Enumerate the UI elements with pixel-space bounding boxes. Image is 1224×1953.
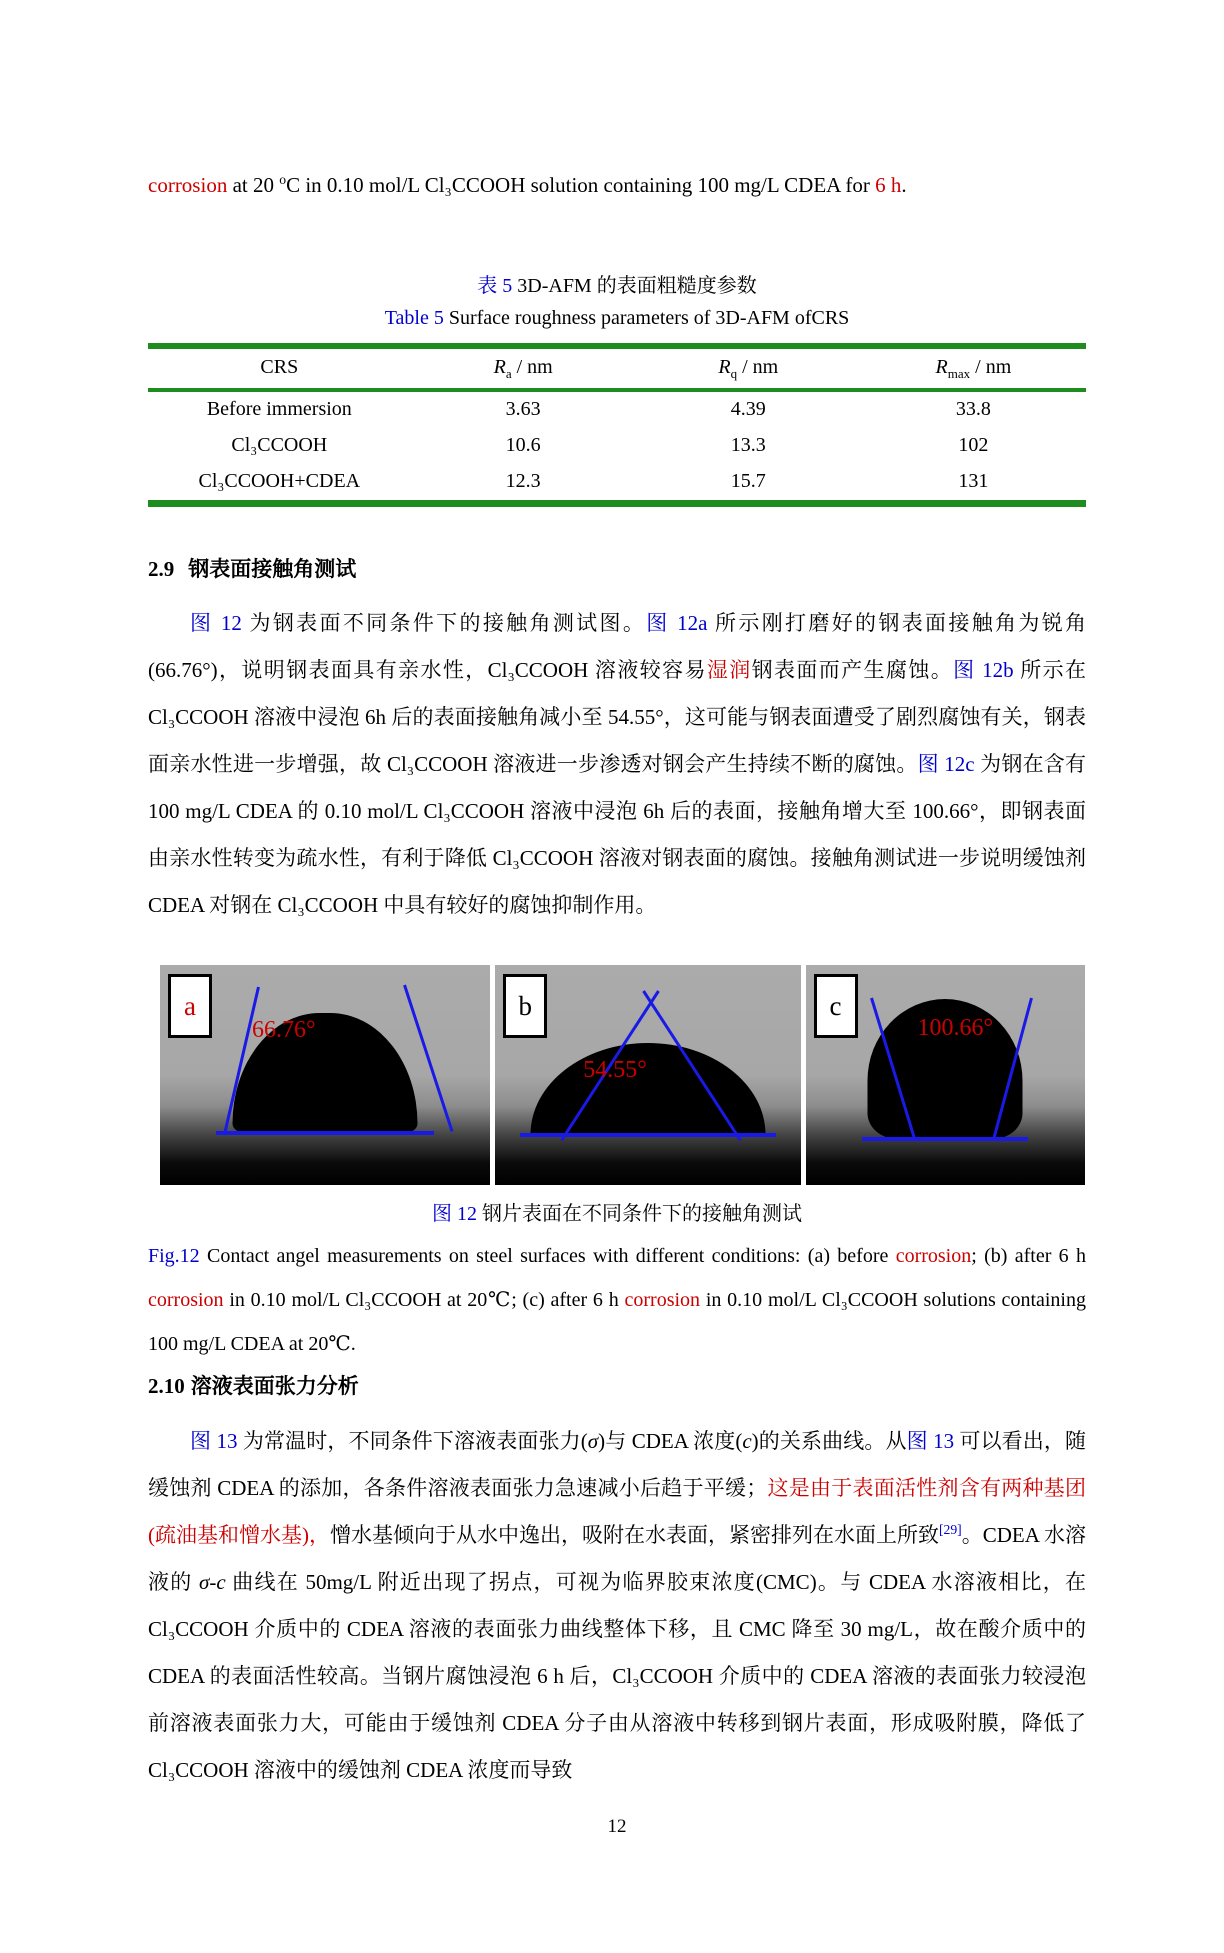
text-segment: 憎水基倾向于从水中逸出，吸附在水表面，紧密排列在水面上所致: [330, 1522, 939, 1547]
text-segment: 钢片表面在不同条件下的接触角测试: [477, 1203, 802, 1226]
ref-link[interactable]: Fig.12: [148, 1245, 200, 1268]
panel-label-box: [503, 974, 547, 1038]
panel-label: c: [829, 990, 842, 1021]
table5-cell-rq: 4.39: [730, 398, 766, 420]
contact-angle-value: 100.66°: [917, 1015, 994, 1042]
table-row: [148, 464, 1086, 504]
ref-link[interactable]: [29]: [939, 1521, 962, 1537]
figure12-caption-cn: [148, 1197, 1086, 1226]
table5-title-cn: [148, 269, 1086, 298]
table5-title-en: [148, 307, 1086, 330]
ref-link[interactable]: 图 13: [190, 1428, 238, 1453]
ref-link[interactable]: Table 5: [384, 307, 444, 329]
text-segment: 这是由于表面活性剂含有两种基团(疏油基和憎水基)，: [148, 1475, 1086, 1547]
text-segment: corrosion: [148, 1289, 224, 1312]
panel-label-box: [168, 974, 212, 1038]
table5-cell-rq: 15.7: [730, 470, 766, 492]
ref-link[interactable]: 图 13: [906, 1428, 955, 1453]
text-segment: 。CDEA 水溶液的: [148, 1522, 1086, 1594]
text-segment: 钢表面而产生腐蚀。: [751, 658, 954, 683]
section-2-9-paragraph: [148, 600, 1086, 929]
text-segment: o: [279, 172, 287, 187]
text-segment: in 0.10 mol/L Cl₃CCOOH solutions containing 100 mg/L CDEA at 20℃.: [148, 1289, 1086, 1356]
table5-cell-name: Cl₃CCOOH+CDEA: [198, 470, 361, 492]
ref-link[interactable]: 图 12c: [917, 752, 975, 777]
table5-header-rmax: $R_{max}$ / nm: [861, 346, 1086, 390]
table5-cell-ra: 10.6: [505, 434, 541, 456]
intro-text: [148, 172, 1086, 199]
table5-roughness-table: [148, 343, 1086, 507]
table5-header-rq: $R_q$ / nm: [636, 346, 861, 390]
text-segment: at 20: [227, 173, 280, 197]
text-segment: corrosion: [895, 1245, 972, 1268]
section-2-10-heading: 2.10 溶液表面张力分析: [148, 1374, 359, 1399]
table5-cell-ra: 12.3: [505, 470, 541, 492]
table-row: [148, 390, 1086, 428]
figure12-caption-en: [148, 1234, 1086, 1366]
table5-cell-rmax: 131: [958, 470, 989, 492]
text-segment: Contact angel measurements on steel surfaces with different conditions: (a) before: [199, 1245, 896, 1268]
text-segment: 所示刚打磨好的钢表面接触角为锐角(66.76°)，说明钢表面具有亲水性，Cl₃CCOOH 溶液较容易: [148, 611, 1087, 683]
ref-link[interactable]: 图 12b: [953, 658, 1014, 683]
figure12-panel-a: [160, 965, 490, 1185]
text-segment: σ: [587, 1428, 599, 1453]
page-content: [148, 0, 1086, 1838]
text-segment: Surface roughness parameters of 3D-AFM ofCRS: [443, 307, 850, 329]
figure12-panel-b: [495, 965, 800, 1185]
text-segment: 3D-AFM 的表面粗糙度参数: [512, 275, 757, 297]
text-segment: ; (b) after 6 h: [971, 1245, 1086, 1268]
table5-cell-rq: 13.3: [730, 434, 766, 456]
table-row: [148, 428, 1086, 464]
text-segment: corrosion: [624, 1289, 701, 1312]
section-2-9-heading: 2.9 钢表面接触角测试: [148, 557, 357, 581]
text-segment: σ-c: [199, 1569, 226, 1594]
ref-link[interactable]: 表 5: [477, 275, 513, 297]
panel-label: a: [184, 990, 196, 1021]
figure12-panel-c: [806, 965, 1085, 1185]
contact-angle-value: 66.76°: [252, 1017, 316, 1044]
text-segment: C in 0.10 mol/L Cl₃CCOOH solution containing 100 mg/L CDEA for: [286, 173, 876, 197]
text-segment: 为钢在含有 100 mg/L CDEA 的 0.10 mol/L Cl₃CCOOH 溶液中浸泡 6h 后的表面，接触角增大至 100.66°，即钢表面由亲水性转变为疏水性，有利于降低 Cl₃CCOOH 溶液对钢表面的腐蚀。接触角测试进一步说明缓蚀剂 CDEA 对钢在 Cl₃CCOOH 中具有较好的腐蚀抑制作用。: [148, 752, 1087, 918]
table5-header-ra: $R_a$ / nm: [411, 346, 636, 390]
text-segment: 曲线在 50mg/L 附近出现了拐点，可视为临界胶束浓度(CMC)。与 CDEA 水溶液相比，在 Cl₃CCOOH 介质中的 CDEA 溶液的表面张力曲线整体下移，且 CMC 降至 30 mg/L，故在酸介质中的 CDEA 的表面活性较高。当钢片腐蚀浸泡 6 h 后，Cl₃CCOOH 介质中的 CDEA 溶液的表面张力较浸泡前溶液表面张力大，可能由于缓蚀剂 CDEA 分子由从溶液中转移到钢片表面，形成吸附膜，降低了 Cl₃CCOOH 溶液中的缓蚀剂 CDEA 浓度而导致: [148, 1569, 1086, 1782]
table5-cell-name: Cl₃CCOOH: [231, 434, 328, 456]
table5-cell-rmax: 33.8: [955, 398, 991, 420]
section-2-10-paragraph: [148, 1418, 1086, 1794]
text-segment: )与 CDEA 浓度(: [598, 1428, 743, 1453]
text-segment: 湿润: [706, 658, 752, 683]
table5-header-crs: CRS: [148, 346, 411, 390]
text-segment: corrosion: [148, 173, 228, 197]
table5-header-row: [148, 346, 1086, 390]
baseline: [216, 1131, 434, 1135]
table5-cell-name: Before immersion: [206, 398, 352, 420]
text-segment: 为常温时，不同条件下溶液表面张力(: [237, 1428, 588, 1453]
text-segment: )的关系曲线。从: [751, 1428, 907, 1453]
contact-angle-value: 54.55°: [583, 1057, 647, 1084]
panel-label-box: [814, 974, 858, 1038]
text-segment: in 0.10 mol/L Cl₃CCOOH at 20℃; (c) after 6 h: [223, 1289, 625, 1312]
text-segment: 为钢表面不同条件下的接触角测试图。: [241, 611, 647, 636]
text-segment: 6 h: [875, 173, 902, 197]
table5-cell-ra: 3.63: [505, 398, 541, 420]
text-segment: 可以看出，随缓蚀剂 CDEA 的添加，各条件溶液表面张力急速减小后趋于平缓；: [148, 1428, 1087, 1500]
text-segment: .: [901, 173, 907, 197]
baseline: [862, 1137, 1028, 1141]
text-segment: 所示在 Cl₃CCOOH 溶液中浸泡 6h 后的表面接触角减小至 54.55°，这可能与钢表面遭受了剧烈腐蚀有关，钢表面亲水性进一步增强，故 Cl₃CCOOH 溶液进一步渗透对钢会产生持续不断的腐蚀。: [148, 658, 1087, 777]
table5-cell-rmax: 102: [958, 434, 989, 456]
ref-link[interactable]: 图 12a: [646, 611, 708, 636]
figure12: [160, 965, 1085, 1185]
text-segment: c: [742, 1428, 752, 1453]
page-number: 12: [607, 1815, 627, 1837]
ref-link[interactable]: 图 12: [432, 1203, 477, 1226]
ref-link[interactable]: 图 12: [190, 611, 242, 636]
panel-label: b: [518, 990, 532, 1021]
